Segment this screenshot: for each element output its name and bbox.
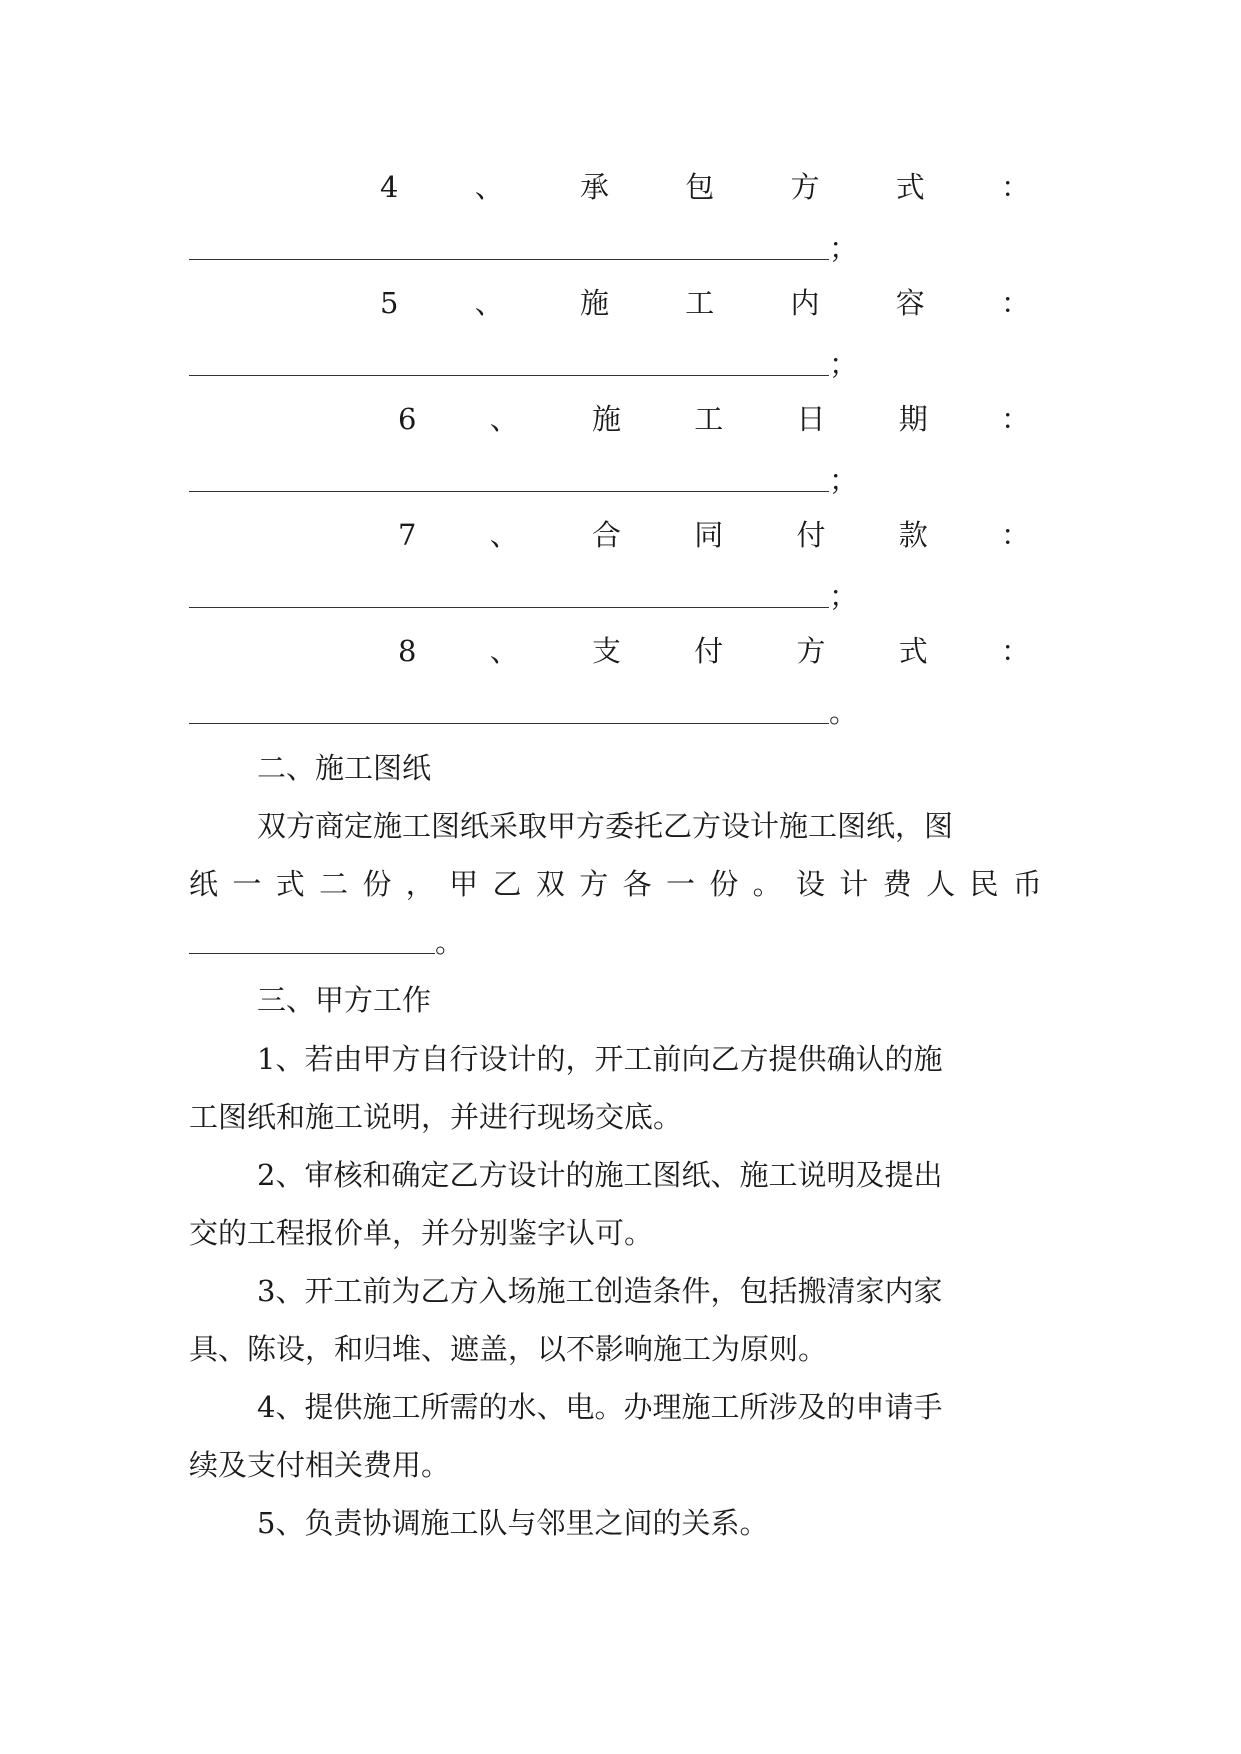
item-8-label: 8 、 支 付 方 式 ：	[398, 631, 1030, 671]
item-colon: ：	[1000, 286, 1030, 320]
line-end-punct: ；	[829, 463, 859, 497]
item-4-label: 4 、 承 包 方 式 ：	[380, 167, 1030, 207]
item-number: 7	[398, 518, 417, 552]
item-separator: 、	[489, 634, 519, 668]
clause-3-line-2: 具、陈设，和归堆、遮盖，以不影响施工为原则。	[189, 1332, 828, 1366]
item-5-label: 5 、 施 工 内 容 ：	[380, 283, 1030, 323]
fill-in-line	[189, 723, 829, 724]
item-number: 5	[380, 286, 399, 320]
item-colon: ：	[1000, 518, 1030, 552]
line-end-punct: ；	[829, 347, 859, 381]
item-6-label: 6 、 施 工 日 期 ：	[398, 399, 1030, 439]
section-2-para-line-1: 双方商定施工图纸采取甲方委托乙方设计施工图纸，图	[257, 809, 954, 843]
fill-in-line	[189, 953, 435, 954]
item-7-label: 7 、 合 同 付 款 ：	[398, 515, 1030, 555]
fill-in-line	[189, 607, 829, 608]
clause-1-line-1: 1、若由甲方自行设计的，开工前向乙方提供确认的施	[257, 1042, 943, 1076]
item-number: 8	[398, 634, 417, 668]
item-colon: ：	[1000, 402, 1030, 436]
clause-5-line-1: 5、负责协调施工队与邻里之间的关系。	[257, 1506, 769, 1540]
item-colon: ：	[1000, 170, 1030, 204]
clause-2-line-2: 交的工程报价单，并分别鉴字认可。	[189, 1216, 654, 1250]
item-number: 4	[380, 170, 399, 204]
clause-3-line-1: 3、开工前为乙方入场施工创造条件，包括搬清家内家	[257, 1274, 943, 1308]
item-number: 6	[398, 402, 417, 436]
item-separator: 、	[474, 286, 504, 320]
clause-4-line-1: 4、提供施工所需的水、电。办理施工所涉及的申请手	[257, 1390, 943, 1424]
item-separator: 、	[489, 518, 519, 552]
line-end-punct: 。	[829, 695, 859, 729]
section-3-heading: 三、甲方工作	[257, 983, 432, 1017]
clause-1-line-2: 工图纸和施工说明，并进行现场交底。	[189, 1100, 683, 1134]
clause-4-line-2: 续及支付相关费用。	[189, 1448, 451, 1482]
fill-in-line	[189, 375, 829, 376]
item-colon: ：	[1000, 634, 1030, 668]
section-2-heading: 二、施工图纸	[257, 751, 432, 785]
line-end-punct: 。	[435, 925, 465, 959]
section-2-para-line-2: 纸 一 式 二 份 ， 甲 乙 双 方 各 一 份 。 设 计 费 人 民 币	[189, 867, 1042, 901]
fill-in-line	[189, 259, 829, 260]
fill-in-line	[189, 491, 829, 492]
line-end-punct: ；	[829, 231, 859, 265]
line-end-punct: ；	[829, 579, 859, 613]
item-separator: 、	[474, 170, 504, 204]
item-separator: 、	[489, 402, 519, 436]
clause-2-line-1: 2、审核和确定乙方设计的施工图纸、施工说明及提出	[257, 1158, 943, 1192]
